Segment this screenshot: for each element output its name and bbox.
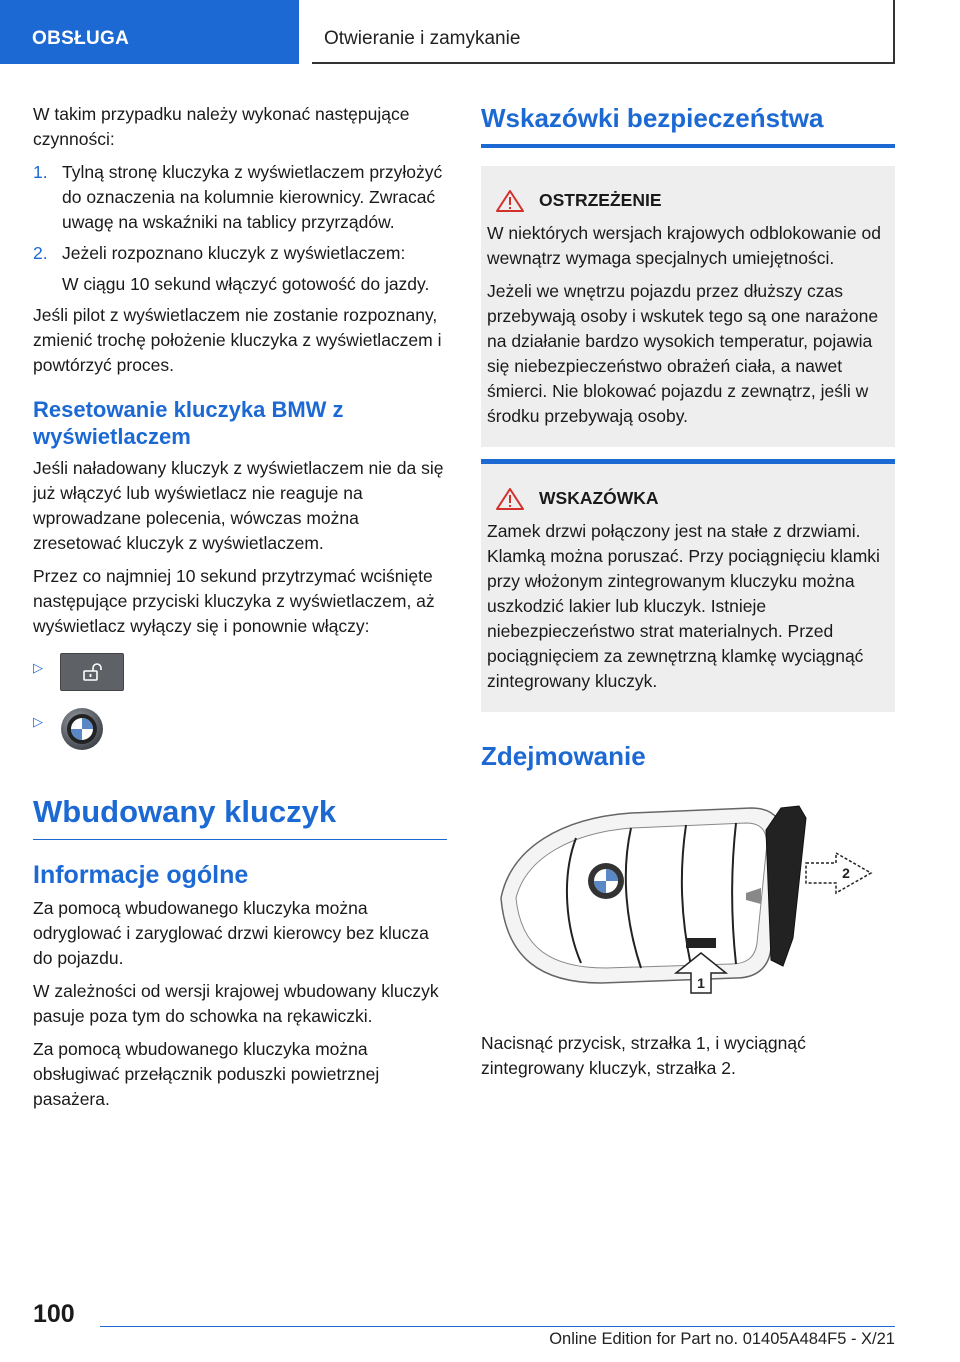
key-removal-figure bbox=[481, 788, 895, 1018]
removal-text: Nacisnąć przycisk, strzałka 1, i wyciągnąć zintegrowany kluczyk, strzałka 2. bbox=[481, 1033, 806, 1078]
left-column bbox=[33, 102, 447, 1120]
retry-text: Jeśli pilot z wyświetlaczem nie zostanie rozpoznany, zmienić trochę położenie kluczyka z wyświetlaczem i powtórzyć proces. bbox=[33, 305, 442, 375]
warning-paragraph-2: Jeżeli we wnętrzu pojazdu przez dłuższy czas przebywają osoby i wskutek tego są one narażone na działanie bardzo wysokich temperatur, pojawia się niebezpieczeństwo obrażeń ciała, a nawet śmierci. Nie blokować pojazdu z zewnątrz, jeśli w środku przebywają osoby. bbox=[487, 281, 879, 426]
section-tab: OBSŁUGA bbox=[0, 0, 299, 64]
general-paragraph-3: Za pomocą wbudowanego kluczyka można obsługiwać przełącznik poduszki powietrznej pasażera. bbox=[33, 1039, 380, 1109]
general-info-heading: Informacje ogólne bbox=[33, 861, 249, 889]
warning-triangle-icon bbox=[495, 487, 525, 511]
warning-title: OSTRZEŻENIE bbox=[539, 190, 662, 210]
bullet-marker: ▷ bbox=[33, 714, 43, 729]
step-subtext: W ciągu 10 sekund włączyć gotowość do jazdy. bbox=[62, 274, 430, 294]
bmw-logo-button-icon bbox=[60, 707, 104, 751]
bullet-bmw-button bbox=[33, 707, 447, 751]
notice-paragraph: Zamek drzwi połączony jest na stałe z drzwiami. Klamką można poruszać. Przy pociągnięciu klamki przy włożonym zintegrowanym kluczyku można uszkodzić lakier lub kluczyk. Istnieje niebezpieczeństwo strat materialnych. Przed pociągnięciem za zewnętrzną klamkę wyciągnąć zintegrowany kluczyk. bbox=[487, 521, 880, 691]
bullet-unlock-button bbox=[33, 653, 447, 691]
step-2 bbox=[33, 241, 447, 297]
intro-text: W takim przypadku należy wykonać następujące czynności: bbox=[33, 104, 410, 149]
warning-header bbox=[487, 188, 889, 213]
step-number: 1. bbox=[33, 162, 48, 182]
warning-triangle-icon bbox=[495, 189, 525, 213]
step-text: Jeżeli rozpoznano kluczyk z wyświetlaczem: bbox=[62, 243, 406, 263]
bullet-marker: ▷ bbox=[33, 660, 43, 675]
builtin-key-heading: Wbudowany kluczyk bbox=[33, 793, 447, 840]
safety-heading: Wskazówki bezpieczeństwa bbox=[481, 102, 895, 148]
warning-paragraph-1: W niektórych wersjach krajowych odblokowanie od wewnątrz wymaga specjalnych umiejętności. bbox=[487, 223, 881, 268]
general-paragraph-1: Za pomocą wbudowanego kluczyka można odryglować i zaryglować drzwi kierowcy bez klucza do pojazdu. bbox=[33, 898, 429, 968]
warning-box bbox=[481, 166, 895, 447]
right-column bbox=[481, 102, 895, 1089]
reset-paragraph-1: Jeśli naładowany kluczyk z wyświetlaczem nie da się już włączyć lub wyświetlacz nie reaguje na wprowadzane polecenia, wówczas można zresetować kluczyk z wyświetlaczem. bbox=[33, 458, 444, 553]
step-body bbox=[62, 241, 447, 297]
general-paragraph-2: W zależności od wersji krajowej wbudowany kluczyk pasuje poza tym do schowka na rękawiczki. bbox=[33, 981, 439, 1026]
notice-box bbox=[481, 464, 895, 712]
page-number: 100 bbox=[33, 1300, 75, 1328]
arrow-1-label: 1 bbox=[697, 975, 705, 991]
arrow-2-label: 2 bbox=[842, 865, 850, 881]
removal-heading: Zdejmowanie bbox=[481, 741, 646, 771]
step-number: 2. bbox=[33, 243, 48, 263]
reset-heading: Resetowanie kluczyka BMW z wyświetlaczem bbox=[33, 397, 344, 449]
notice-title: WSKAZÓWKA bbox=[539, 488, 659, 508]
step-1 bbox=[33, 160, 447, 235]
notice-header bbox=[487, 486, 889, 511]
footer-rule bbox=[100, 1326, 895, 1327]
edition-text: Online Edition for Part no. 01405A484F5 - X/21 bbox=[549, 1330, 895, 1348]
step-text: Tylną stronę kluczyka z wyświetlaczem przyłożyć do oznaczenia na kolumnie kierownicy. Zwracać uwagę na wskaźniki na tablicy przyrządów. bbox=[62, 162, 443, 232]
unlock-button-icon bbox=[60, 653, 124, 691]
chapter-title: Otwieranie i zamykanie bbox=[312, 0, 895, 64]
reset-paragraph-2: Przez co najmniej 10 sekund przytrzymać wciśnięte następujące przyciski kluczyka z wyświetlaczem, aż wyświetlacz wyłączy się i ponownie włączy: bbox=[33, 566, 435, 636]
